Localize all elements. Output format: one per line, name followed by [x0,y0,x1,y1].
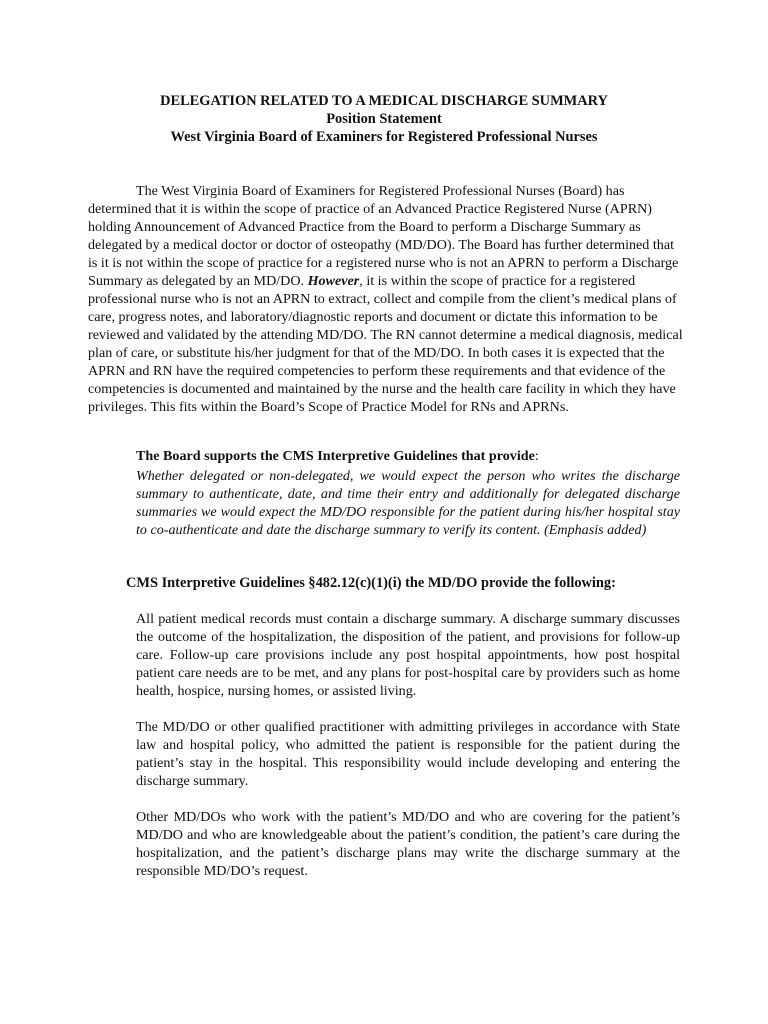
board-support-heading-text: The Board supports the CMS Interpretive Guidelines that provide [136,448,535,464]
cms-quote: Whether delegated or non-delegated, we would expect the person who writes the discharge summary to authenticate, date, and time their entry and additionally for delegated discharge summaries we would expect the MD/DO responsible for the patient during his/her hospital stay to co-authenticate and date the discharge summary to verify its content. (Emphasis added) [136,468,680,538]
document-header [0,92,768,146]
board-support-heading-colon: : [534,448,539,464]
intro-section [88,182,686,416]
cms-paragraph-responsibility: The MD/DO or other qualified practitioner with admitting privileges in accordance with State law and hospital policy, who admitted the patient is responsible for the patient during the patient’s stay in the hospital. This responsibility would include developing and entering the discharge summary. [136,719,680,789]
cms-guidelines-body [136,610,680,898]
cms-paragraph-discharge-summary: All patient medical records must contain a discharge summary. A discharge summary discusses the outcome of the hospitalization, the disposition of the patient, and provisions for follow-up care. Follow-up care provisions include any post hospital appointments, how post hospital patient care needs are to be met, and any plans for post-hospital care by providers such as home health, hospice, nursing homes, or assisted living. [136,611,680,699]
intro-text-part1: The West Virginia Board of Examiners for Registered Professional Nurses (Board) has determined that it is within the scope of practice of an Advanced Practice Registered Nurse (APRN) holding Announcement of Advanced Practice from the Board to perform a Discharge Summary as delegated by a medical doctor or doctor of osteopathy (MD/DO). The Board has further determined that is it is not within the scope of practice for a registered nurse who is not an APRN to perform a Discharge Summary as delegated by an MD/DO. [88,183,679,289]
board-support-heading [136,447,696,465]
intro-text-part2: , it is within the scope of practice for a registered professional nurse who is not an APRN to extract, collect and compile from the client’s medical plans of care, progress notes, and laboratory/diagnostic reports and document or dictate this information to be reviewed and validated by the attending MD/DO. The RN cannot determine a medical diagnosis, medical plan of care, or substitute his/her judgment for that of the MD/DO. In both cases it is expected that the APRN and RN have the required competencies to perform these requirements and that evidence of the competencies is documented and maintained by the nurse and the health care facility in which they have privileges. This fits within the Board’s Scope of Practice Model for RNs and APRNs. [88,273,683,415]
issuing-organization: West Virginia Board of Examiners for Registered Professional Nurses [170,129,598,145]
cms-guidelines-heading: CMS Interpretive Guidelines §482.12(c)(1)(i) the MD/DO provide the following: [126,575,616,591]
intro-emphasis: However [307,273,360,289]
document-subtitle: Position Statement [326,111,442,127]
intro-paragraph [88,182,686,416]
document-title: DELEGATION RELATED TO A MEDICAL DISCHARGE SUMMARY [160,93,608,109]
cms-paragraph-covering-md: Other MD/DOs who work with the patient’s MD/DO and who are covering for the patient’s MD/DO and who are knowledgeable about the patient’s condition, the patient’s care during the hospitalization, and the patient’s discharge plans may write the discharge summary at the responsible MD/DO’s request. [136,809,680,879]
